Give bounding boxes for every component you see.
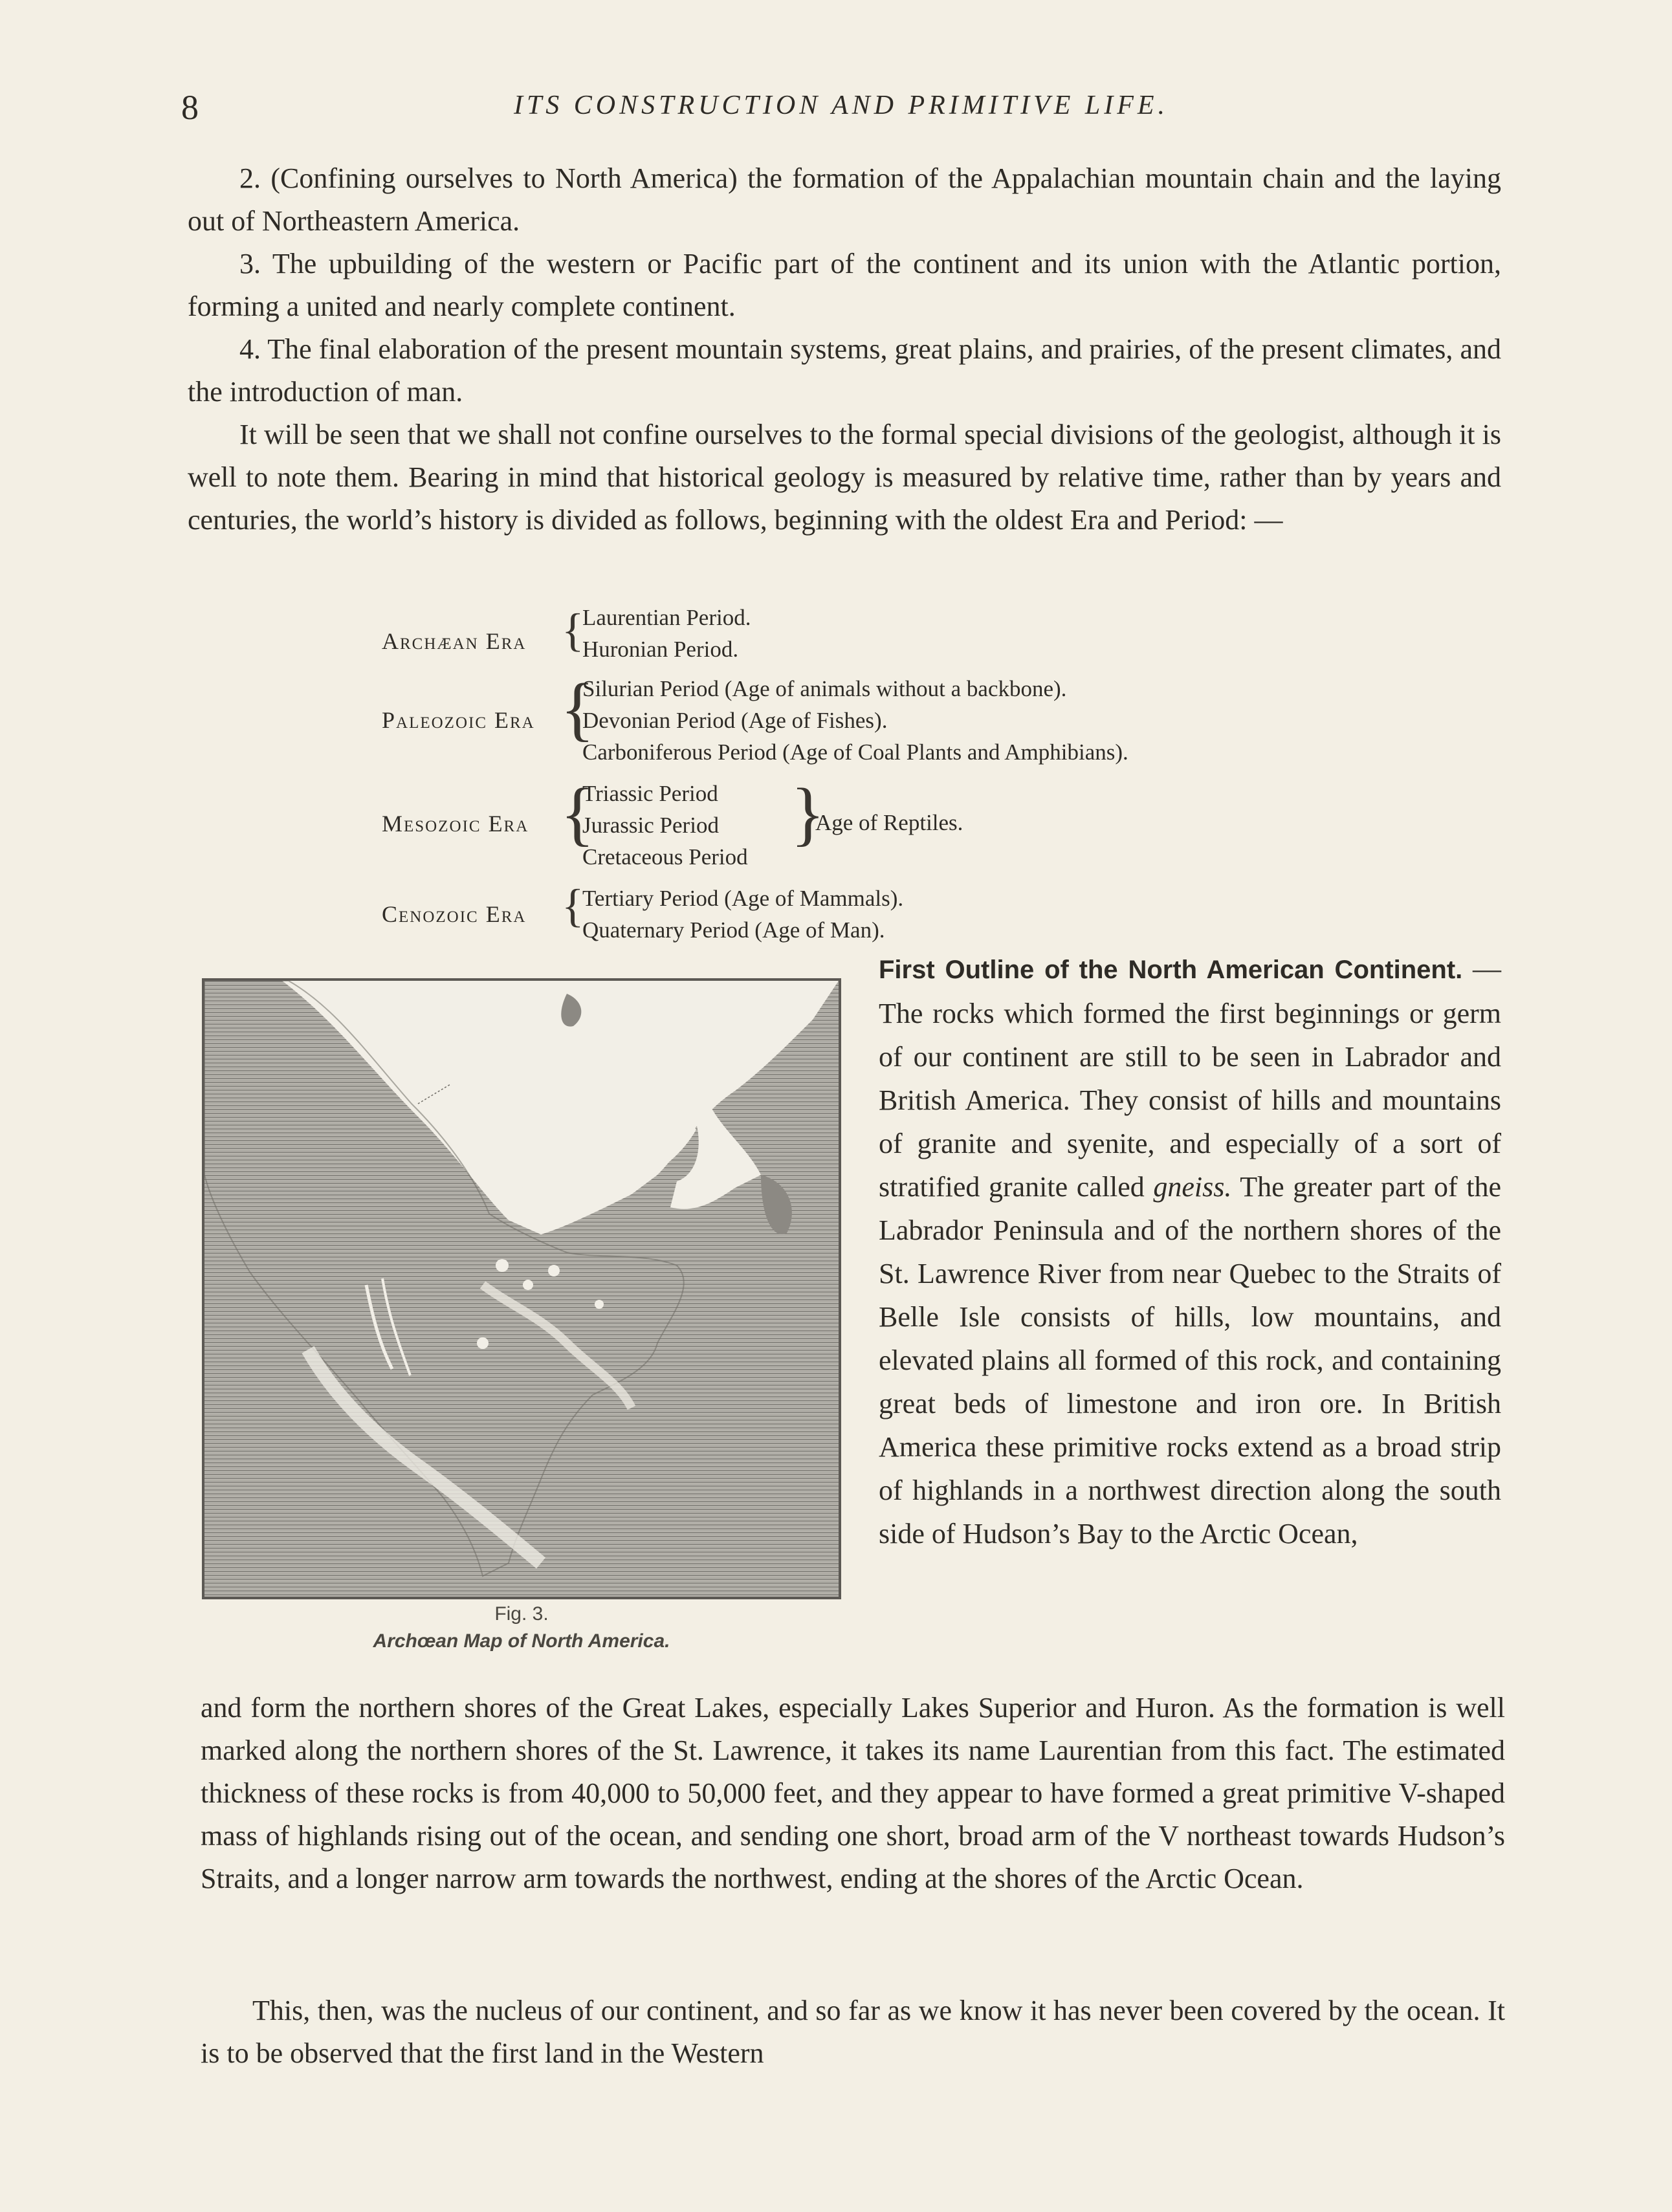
period-name: Tertiary Period (Age of Mammals).: [582, 886, 904, 911]
continuation-paragraph: and form the northern shores of the Great Lakes, especially Lakes Superior and Huron. As the formation is well marked along the northern shores of the St. Lawrence, it takes its name Laurentian from this fact. The estimated thickness of these rocks is from 40,000 to 50,000 feet, and they appear to have formed a great primitive V-shaped mass of highlands rising out of the ocean, and sending one short, broad arm of the V northeast towards Hudson’s Straits, and a longer narrow arm towards the northwest, ending at the shores of the Arctic Ocean.: [201, 1692, 1505, 1894]
period-name: Jurassic Period: [582, 813, 719, 838]
paragraph-item-4: 4. The final elaboration of the present mountain systems, great plains, and prairies, of the present climates, and the introduction of man.: [188, 333, 1501, 408]
period-name: Quaternary Period (Age of Man).: [582, 917, 885, 943]
page-number: 8: [181, 88, 199, 127]
era-group-label: Age of Reptiles.: [815, 810, 963, 835]
island-shape: [523, 1280, 533, 1290]
era-name: Cenozoic Era: [382, 901, 527, 927]
brace-icon: }: [791, 774, 825, 853]
archaean-map-figure: [202, 978, 841, 1599]
era-name: Mesozoic Era: [382, 811, 529, 837]
period-name: Huronian Period.: [582, 637, 739, 662]
figure-title: Archœan Map of North America.: [373, 1630, 670, 1652]
brace-icon: {: [560, 774, 595, 853]
period-name: Laurentian Period.: [582, 605, 751, 630]
era-name: Archæan Era: [382, 628, 527, 654]
period-name: Silurian Period (Age of animals without a backbone).: [582, 676, 1067, 701]
page-header: [181, 87, 1501, 133]
island-shape: [548, 1265, 560, 1276]
map-illustration: [204, 981, 839, 1597]
paragraph-item-3: 3. The upbuilding of the western or Pacific part of the continent and its union with the Atlantic portion, forming a united and nearly complete continent.: [188, 248, 1501, 322]
era-name: Paleozoic Era: [382, 707, 535, 733]
brace-icon: {: [562, 604, 584, 656]
section-text-b: The greater part of the Labrador Peninsula and of the northern shores of the St. Lawrence River from near Quebec to the Straits of Belle Isle consists of hills, low mountains, and elevated plains all formed of this rock, and containing great beds of limestone and iron ore. In British America these primitive rocks extend as a broad strip of highlands in a northwest direction along the south side of Hudson’s Bay to the Arctic Ocean,: [879, 1171, 1501, 1549]
brace-icon: {: [562, 880, 584, 932]
period-name: Carboniferous Period (Age of Coal Plants and Amphibians).: [582, 739, 1128, 765]
brace-icon: {: [560, 669, 595, 748]
paragraph-divisions-intro: It will be seen that we shall not confine ourselves to the formal special divisions of the geologist, although it is well to note them. Bearing in mind that historical geology is measured by relative time, rather than by years and centuries, the world’s history is divided as follows, beginning with the oldest Era and Period: —: [188, 419, 1501, 536]
island-shape: [496, 1259, 509, 1272]
period-name: Devonian Period (Age of Fishes).: [582, 708, 888, 733]
island-shape: [595, 1300, 604, 1309]
figure-number: Fig. 3.: [494, 1603, 549, 1625]
era-table: [382, 602, 1482, 951]
period-name: Cretaceous Period: [582, 844, 748, 870]
section-text-a: The rocks which formed the first beginnings or germ of our continent are still to be seen in Labrador and British America. They consist of hills and mountains of granite and syenite, and especially of a sort of stratified granite called: [879, 998, 1501, 1203]
period-name: Triassic Period: [582, 781, 718, 806]
section-heading: First Outline of the North American Continent.: [879, 956, 1463, 984]
final-paragraph: This, then, was the nucleus of our continent, and so far as we know it has never been covered by the ocean. It is to be observed that the first land in the Western: [201, 1995, 1505, 2069]
paragraph-item-2: 2. (Confining ourselves to North America) the formation of the Appalachian mountain chain and the laying out of Northeastern America.: [188, 162, 1501, 237]
running-title: ITS CONSTRUCTION AND PRIMITIVE LIFE.: [513, 91, 1169, 120]
section-emphasis: gneiss.: [1153, 1171, 1232, 1203]
section-dash: —: [1462, 953, 1501, 985]
island-shape: [477, 1337, 489, 1349]
section-paragraph: [879, 947, 1501, 1555]
